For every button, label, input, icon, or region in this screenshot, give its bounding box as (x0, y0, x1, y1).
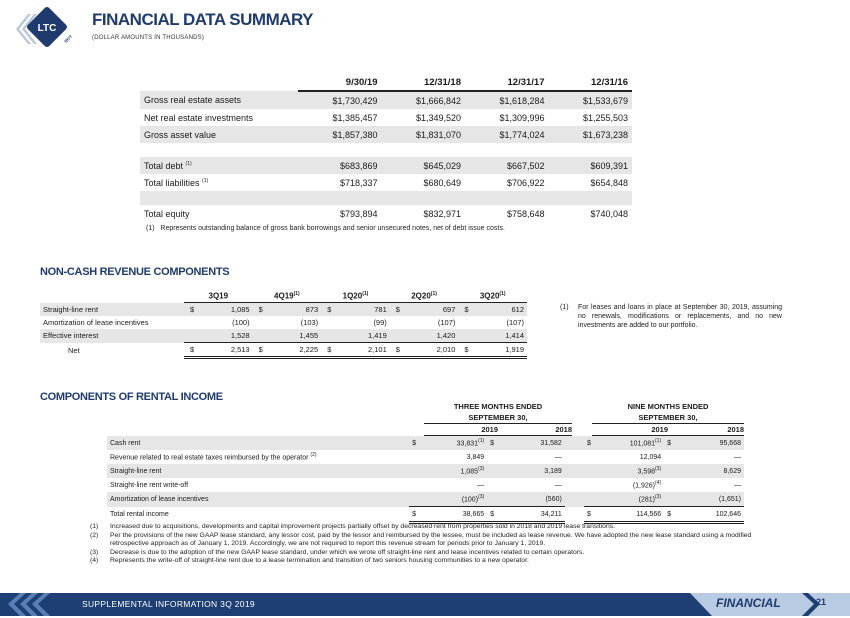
cell-value: 114,566 (602, 507, 665, 523)
table-row: Net $ 2,513 $ 2,225 $ 2,101 $ 2,010 $ 1,919 (40, 343, 527, 358)
page-subtitle: (DOLLAR AMOUNTS IN THOUSANDS) (92, 35, 205, 41)
rental-income-table (107, 436, 744, 524)
row-label: Straight-line rent write-off (110, 481, 189, 489)
cell-value: (1,651) (682, 492, 744, 507)
cell-value: (560) (505, 492, 565, 507)
cell-value: 697 (409, 303, 459, 317)
financial-summary-table (140, 74, 632, 222)
cell-value: $1,309,996 (499, 112, 545, 123)
cell-value: (99) (373, 318, 387, 327)
noncash-footnote: (1) For leases and loans in place at September 30, 2019, assuming no renewals, modifications or replacements, and no new investments are added to our portfolio. (560, 304, 782, 329)
rental-section-title: COMPONENTS OF RENTAL INCOME (40, 391, 223, 403)
cell-value: 1,919 (477, 343, 527, 358)
row-label: Total equity (144, 208, 190, 219)
row-label: Revenue related to real estate taxes reimbursed by the operator $^{(2)}$ (110, 452, 317, 462)
cell-value: $(100)^{(3)}$ (427, 492, 487, 507)
row-label: Amortization of lease incentives (43, 318, 149, 327)
cell-value: $654,848 (590, 177, 628, 188)
cell-value: 612 (477, 303, 527, 317)
cell-value: $740,048 (590, 208, 628, 219)
cell-value: $683,869 (298, 157, 382, 174)
table-row (40, 316, 527, 329)
table-row (107, 464, 744, 478)
row-label: Gross asset value (140, 126, 298, 143)
year-header: 2018 (555, 425, 572, 434)
cell-value: 102,646 (682, 507, 744, 523)
cell-value: 3,189 (505, 464, 565, 478)
cell-value: (107) (437, 318, 456, 327)
table-row (140, 126, 632, 143)
noncash-col-header: 3Q20$^{(1)}$ (458, 289, 527, 303)
noncash-section-title: NON-CASH REVENUE COMPONENTS (40, 266, 230, 278)
noncash-header-row (40, 289, 527, 303)
summary-col-header: 12/31/16 (549, 74, 633, 91)
row-label: Effective interest (40, 329, 184, 343)
cell-value: $793,894 (339, 208, 378, 219)
cell-value: $1,857,380 (298, 126, 382, 143)
table-row (40, 329, 527, 343)
table-row (140, 205, 632, 222)
cell-value: (100) (232, 318, 250, 327)
table-row (107, 478, 744, 492)
cell-value: — (477, 481, 485, 489)
cell-value: $645,029 (382, 157, 466, 174)
cell-value: — (554, 481, 562, 489)
summary-col-header: 9/30/19 (298, 74, 382, 91)
noncash-revenue-table (40, 289, 527, 359)
cell-value: 1,085$^{(3)}$ (427, 464, 487, 478)
cell-value: — (554, 453, 562, 461)
noncash-col-header: 3Q19 (184, 289, 253, 303)
cell-value: $706,922 (506, 177, 545, 188)
row-label: Straight-line rent (40, 303, 184, 317)
cell-value: $1,385,457 (332, 112, 378, 123)
cell-value: 2,010 (409, 343, 459, 358)
nine-months-subheader: SEPTEMBER 30, (592, 413, 744, 424)
cell-value: $609,391 (549, 157, 633, 174)
cell-value: $1,618,284 (465, 91, 549, 109)
cell-value: $667,502 (465, 157, 549, 174)
footnote-item: (3) Decrease is due to the adoption of the new GAAP lease standard, under which we wrote off straight-line rent and lease incentives related to certain operators. (90, 548, 585, 556)
cell-value: $680,649 (423, 177, 461, 188)
summary-col-header: 12/31/17 (465, 74, 549, 91)
row-label: Gross real estate assets (140, 91, 298, 109)
page-title: FINANCIAL DATA SUMMARY (92, 10, 313, 29)
row-label: Total debt $^{(1)}$ (140, 157, 298, 174)
year-header: 2019 (481, 425, 498, 434)
cell-value: 95,668 (682, 436, 744, 450)
three-months-header: THREE MONTHS ENDED (453, 402, 543, 411)
cell-value: 1,419 (340, 329, 390, 343)
footnote-item: (1) Increased due to acquisitions, developments and capital improvement projects partially offset by decreased rent from properties sold in 2018 and 2019 lease transitions. (90, 523, 616, 530)
table-row (107, 450, 744, 464)
row-label: Net real estate investments (144, 112, 254, 123)
nine-months-header: NINE MONTHS ENDED (627, 402, 709, 411)
summary-col-header: 12/31/18 (382, 74, 466, 91)
three-months-subheader: SEPTEMBER 30, (424, 413, 572, 424)
cell-value: $(281)^{(3)}$ (602, 492, 665, 507)
row-label: Straight-line rent (107, 464, 409, 478)
cell-value: $1,730,429 (298, 91, 382, 109)
footnote-marker: (1) (185, 160, 192, 167)
cell-value: 1,455 (272, 329, 322, 343)
cell-value: 781 (340, 303, 390, 317)
cell-value: $1,774,024 (465, 126, 549, 143)
table-row: Straight-line rent $ 1,085 $ 873 $ 781 $ 697 $ 612 (40, 303, 527, 317)
cell-value: 101,081$^{(1)}$ (602, 436, 665, 450)
noncash-col-header: 1Q20$^{(1)}$ (321, 289, 390, 303)
cell-value: 3,598$^{(3)}$ (602, 464, 665, 478)
table-row (107, 492, 744, 507)
cell-value: $1,673,238 (549, 126, 633, 143)
cell-value: 33,831$^{(1)}$ (427, 436, 487, 450)
year-header: 2018 (727, 425, 744, 434)
cell-value: $1,533,679 (549, 91, 633, 109)
cell-value: $1,666,842 (382, 91, 466, 109)
summary-footnote: (1) Represents outstanding balance of gross bank borrowings and senior unsecured notes, net of debt issue costs. (146, 225, 505, 232)
cell-value: $758,648 (506, 208, 545, 219)
row-label: Net (68, 345, 80, 355)
cell-value: 1,528 (203, 329, 253, 343)
cell-value: $832,971 (423, 208, 461, 219)
footnote-item: (2) Per the provisions of the new GAAP lease standard, any lessor cost, paid by the lessor and reimbursed by the lessee, must be included as lease revenue. We have adopted the new lease standard using a modified retrospective approach as of January 1, 2019. Accordingly, we are not required to report this revenue stream for periods prior to January 1, 2019. (90, 531, 752, 548)
cell-value: 1,420 (409, 329, 459, 343)
cell-value: 8,629 (682, 464, 744, 478)
footnote-item: (4) Represents the write-off of straight-line rent due to a lease termination and transition of two seniors housing communities to a new operator. (90, 557, 529, 565)
footer-section-label: FINANCIAL (716, 596, 781, 610)
cell-value: 31,582 (505, 436, 565, 450)
table-row (140, 157, 632, 174)
cell-value: $1,349,520 (415, 112, 461, 123)
cell-value: 34,211 (505, 507, 565, 523)
cell-value: 1,085 (203, 303, 253, 317)
noncash-col-header: 4Q19$^{(1)}$ (253, 289, 322, 303)
table-row (140, 91, 632, 109)
cell-value: 2,513 (203, 343, 253, 358)
cell-value: $(1,926)^{(4)}$ (632, 480, 662, 490)
row-label: Total liabilities $^{(1)}$ (144, 177, 209, 188)
ltc-reit-logo (14, 8, 72, 50)
summary-header-row (140, 74, 632, 91)
noncash-col-header: 2Q20$^{(1)}$ (390, 289, 459, 303)
table-row (140, 109, 632, 126)
rental-footnotes (90, 523, 752, 566)
cell-value: 12,094 (639, 453, 662, 461)
row-label: Amortization of lease incentives (107, 492, 409, 507)
cell-value: 2,101 (340, 343, 390, 358)
row-label: Cash rent (107, 436, 409, 450)
cell-value: (107) (506, 318, 524, 327)
cell-value: 2,225 (272, 343, 322, 358)
footer-left-text: SUPPLEMENTAL INFORMATION 3Q 2019 (82, 599, 255, 609)
cell-value: 1,414 (477, 329, 527, 343)
year-header: 2019 (651, 425, 668, 434)
logo-sub-text: REIT (63, 33, 74, 44)
cell-value: (103) (300, 318, 319, 327)
page-number: 21 (816, 597, 827, 607)
cell-value: $1,255,503 (582, 112, 628, 123)
row-label: Total rental income (110, 511, 169, 518)
cell-value: $718,337 (339, 177, 378, 188)
cell-value: 3,849 (466, 453, 485, 461)
cell-value: 873 (272, 303, 322, 317)
cell-value: 38,665 (427, 507, 487, 523)
footnote-marker: (1) (202, 177, 209, 184)
table-row: Total rental income $ 38,665 $ 34,211 $ 114,566 $ 102,646 (107, 507, 744, 523)
cell-value: — (734, 453, 741, 461)
table-row (140, 174, 632, 191)
logo-text: LTC (37, 23, 57, 34)
table-row: Cash rent $ 33,831$^{(1)}$ $ 31,582 $ 101,081$^{(1)}$ $ 95,668 (107, 436, 744, 450)
cell-value: $1,831,070 (382, 126, 466, 143)
cell-value: — (734, 481, 741, 489)
